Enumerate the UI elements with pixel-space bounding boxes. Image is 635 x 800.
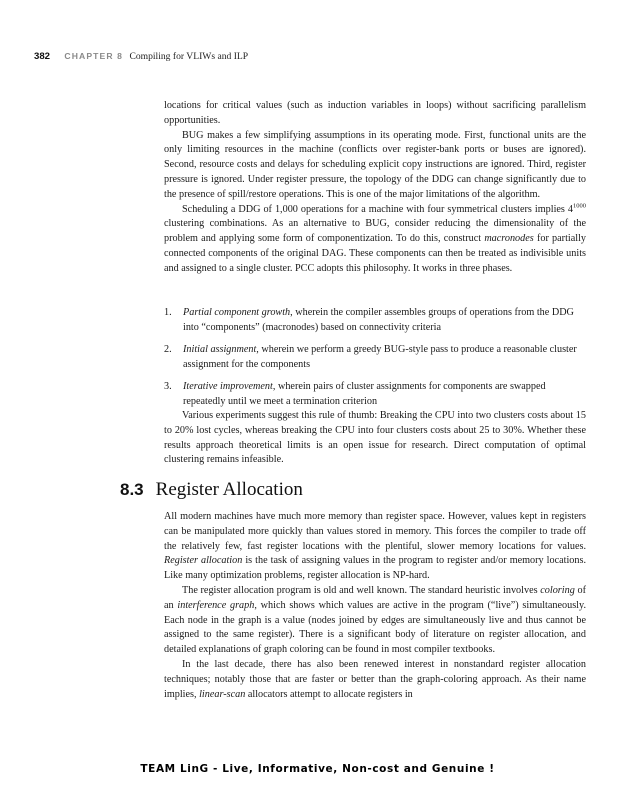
scheduling-text-mid: clustering combinations. As an alternative to BUG, consider reducing the dimensionality of the problem and applying some form of componentization. To do this, construct	[164, 218, 586, 245]
scheduling-text-start: Scheduling a DDG of 1,000 operations for a machine with four symmetrical clusters implies 4	[182, 203, 573, 215]
bug-paragraph: BUG makes a few simplifying assumptions in its operating mode. First, functional units are the only limiting resources in the machine (conflicts over register-bank ports or buses are ignored). Second, resource costs and delays for scheduling explicit copy instructions are ignored. Third, register pressure is ignored. Under register pressure, the topology of the DDG can change significantly due to the presence of spill/restore operations. This is one of the major limitations of the algorithm.	[164, 129, 586, 200]
p2-end: , which shows which values are active in the program (“live”) simultaneously. Each node in the graph is a value (nodes joined by edges are simultaneously live and thus cannot be assigned to the same register). There is a significant body of literature on register allocation, and detailed explanations of graph coloring can be found in most compiler textbooks.	[164, 599, 586, 656]
list-item-number: 1.	[164, 307, 172, 318]
section-number: 8.3	[120, 480, 144, 499]
footer-banner: TEAM LinG - Live, Informative, Non-cost and Genuine !	[140, 763, 495, 775]
page-number: 382	[34, 51, 51, 62]
continuation-paragraph: locations for critical values (such as induction variables in loops) without sacrificing parallelism opportunities.	[164, 100, 586, 126]
interference-graph-term: interference graph	[177, 599, 255, 611]
section-paragraph-3	[164, 658, 586, 702]
intro-text-block	[164, 99, 586, 277]
list-item-number: 2.	[164, 344, 172, 356]
p1-end: is the task of assigning values in the program to register and/or memory locations. Like many optimization problems, register allocation is NP-hard.	[164, 555, 586, 582]
phase-list	[164, 306, 586, 418]
list-item	[164, 380, 586, 410]
p3-start: In the last decade, there has also been renewed interest in nonstandard register allocation techniques; notably those that are faster or better than the graph-coloring approach. As their name implies,	[164, 658, 586, 700]
list-item-text: , wherein pairs of cluster assignments for components are swapped repeatedly until we meet a termination criterion	[183, 381, 546, 408]
p1-start: All modern machines have much more memory than register space. However, values kept in registers can be manipulated more quickly than values stored in memory. This forces the compiler to trade off the relatively few, fast register locations with the plentiful, slower memory locations for values.	[164, 511, 586, 552]
list-item-term: Partial component growth	[183, 307, 291, 318]
scheduling-paragraph	[164, 203, 586, 277]
running-head	[34, 51, 248, 62]
register-allocation-term: Register allocation	[164, 555, 243, 567]
scheduling-text-end: for partially connected components of the original DAG. These components can then be treated as indivisible units and assigned to a single cluster. PCC adopts this philosophy. It works in three phases.	[164, 233, 587, 274]
section-paragraph-2	[164, 584, 586, 658]
coloring-term: coloring	[540, 584, 575, 596]
linear-scan-term: linear-scan	[199, 688, 246, 700]
section-title: Register Allocation	[155, 479, 303, 500]
experiments-paragraph: Various experiments suggest this rule of thumb: Breaking the CPU into two clusters costs about 15 to 20% lost cycles, whereas breaking the CPU into four clusters costs about 25 to 30%. Whether these results approach theoretical limits is an open issue for research. Direct computation of optimal clustering remains infeasible.	[164, 410, 586, 466]
p2-mid: of an	[164, 584, 586, 611]
list-item-number: 3.	[164, 381, 172, 393]
section-heading	[120, 479, 303, 501]
chapter-label: CHAPTER 8	[64, 51, 124, 61]
section-body	[164, 510, 586, 702]
list-item	[164, 343, 586, 373]
list-item-text: , wherein we perform a greedy BUG-style pass to produce a reasonable cluster assignment for the components	[183, 344, 577, 370]
experiments-block	[164, 409, 586, 468]
list-item	[164, 306, 586, 336]
list-item-term: Initial assignment	[183, 344, 257, 356]
list-item-text: , wherein the compiler assembles groups of operations from the DDG into “components” (macronodes) based on connectivity criteria	[183, 307, 574, 333]
p3-end: allocators attempt to allocate registers in	[245, 688, 413, 700]
section-paragraph-1	[164, 510, 586, 584]
list-item-term: Iterative improvement	[183, 381, 273, 393]
p2-start: The register allocation program is old and well known. The standard heuristic involves	[182, 584, 541, 596]
chapter-title: Compiling for VLIWs and ILP	[129, 51, 249, 62]
scheduling-exponent: 1000	[573, 202, 586, 210]
macronodes-term: macronodes	[484, 233, 534, 245]
